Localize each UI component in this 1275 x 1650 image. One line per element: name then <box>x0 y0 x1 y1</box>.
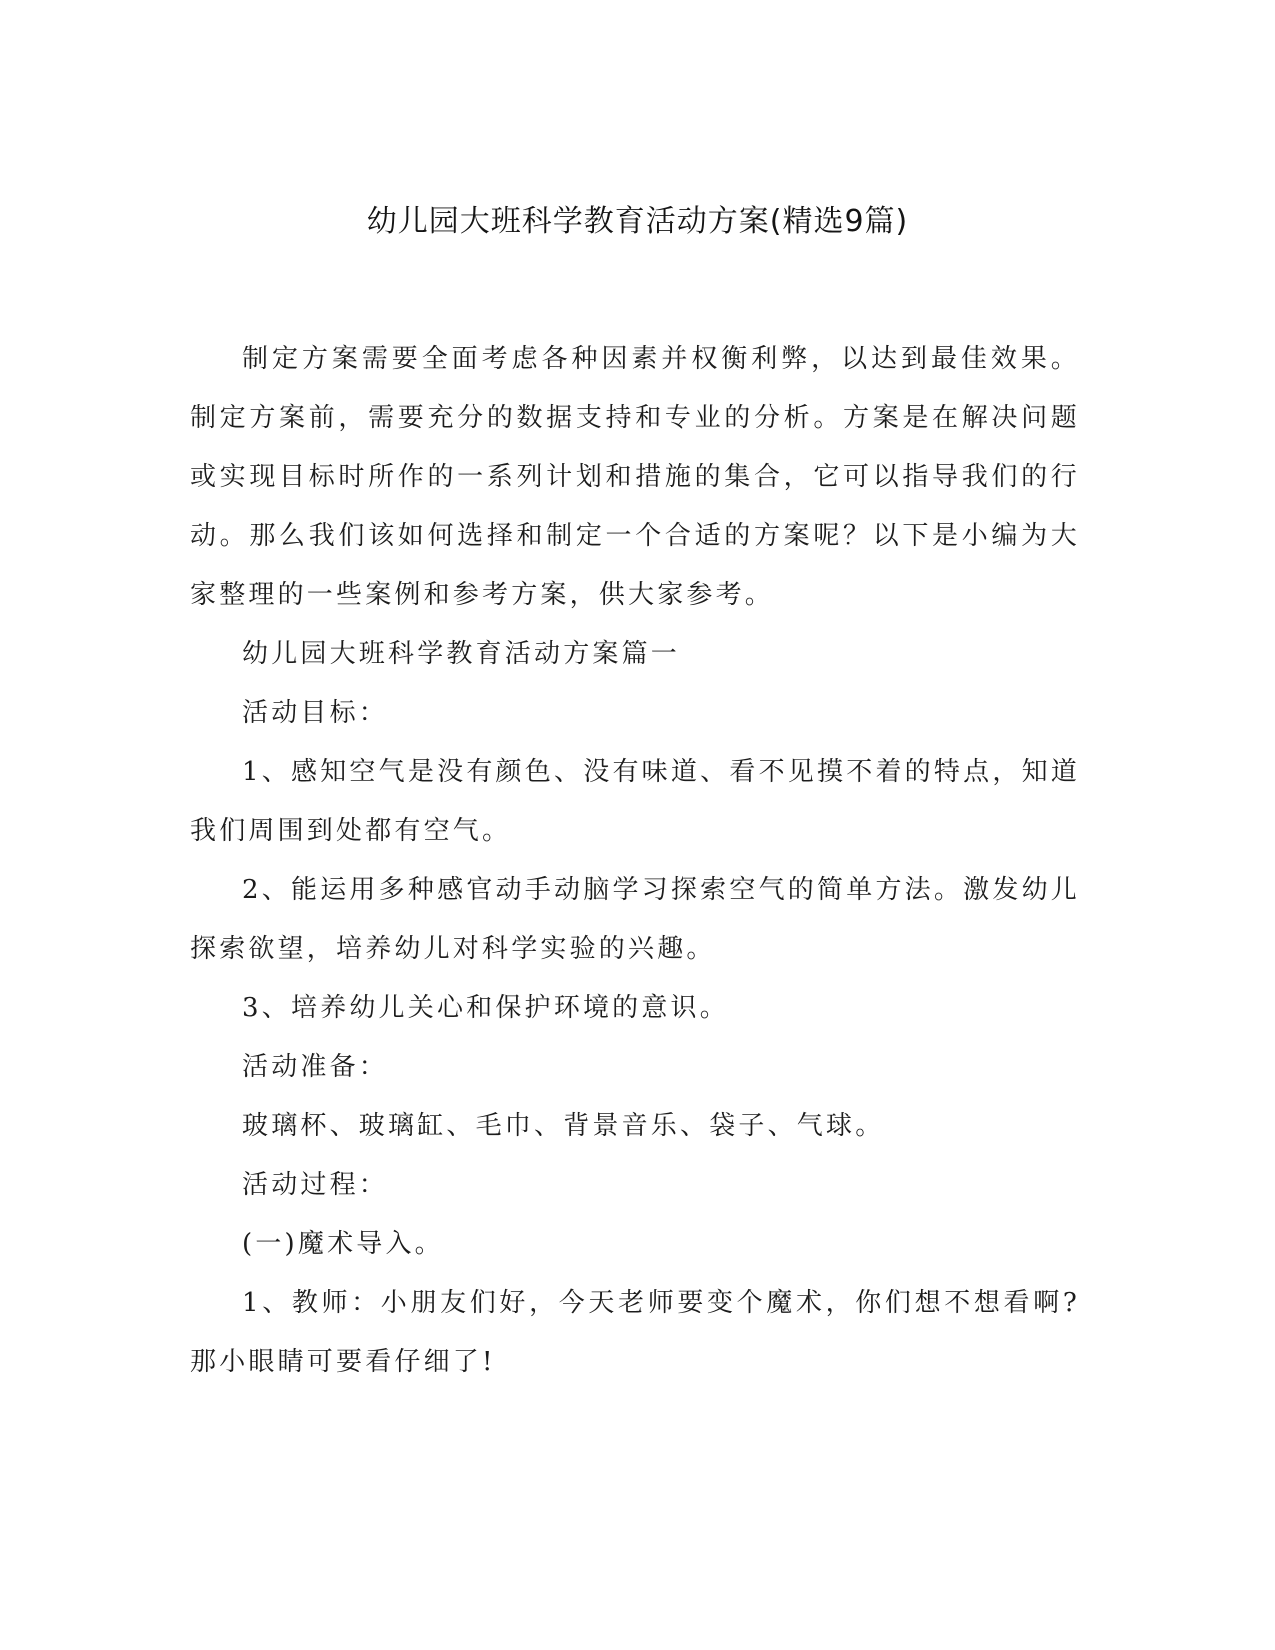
document-body <box>190 330 1080 1392</box>
document-title: 幼儿园大班科学教育活动方案(精选9篇) <box>366 204 909 239</box>
subheading-goals: 活动目标： <box>242 698 389 728</box>
goal-item-3: 3、培养幼儿关心和保护环境的意识。 <box>242 993 729 1023</box>
intro-paragraph: 制定方案需要全面考虑各种因素并权衡利弊，以达到最佳效果。制定方案前，需要充分的数据支持和专业的分析。方案是在解决问题或实现目标时所作的一系列计划和措施的集合，它可以指导我们的行动。那么我们该如何选择和制定一个合适的方案呢？以下是小编为大家整理的一些案例和参考方案，供大家参考。 <box>190 344 1080 610</box>
section-heading: 幼儿园大班科学教育活动方案篇一 <box>242 639 681 669</box>
process-item-1: 1、教师：小朋友们好，今天老师要变个魔术，你们想不想看啊?那小眼睛可要看仔细了! <box>190 1288 1080 1377</box>
goal-item-2: 2、能运用多种感官动手动脑学习探索空气的简单方法。激发幼儿探索欲望，培养幼儿对科学实验的兴趣。 <box>190 875 1080 964</box>
subheading-process: 活动过程： <box>242 1170 389 1200</box>
preparation-list: 玻璃杯、玻璃缸、毛巾、背景音乐、袋子、气球。 <box>242 1111 885 1141</box>
process-step-heading: (一)魔术导入。 <box>242 1229 444 1259</box>
goal-item-1: 1、感知空气是没有颜色、没有味道、看不见摸不着的特点，知道我们周围到处都有空气。 <box>190 757 1080 846</box>
subheading-preparation: 活动准备： <box>242 1052 389 1082</box>
